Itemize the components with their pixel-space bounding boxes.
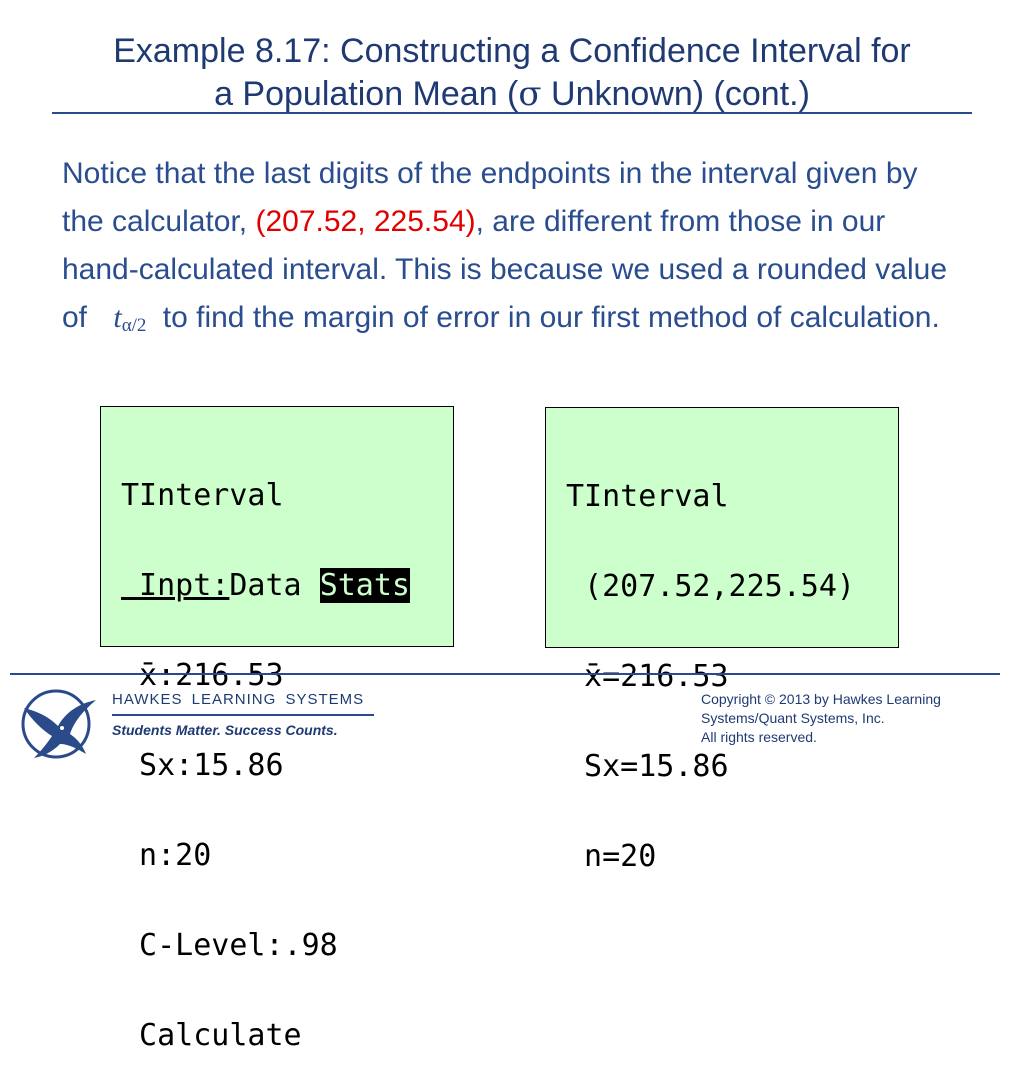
calc-input-clevel: C-Level:.98: [121, 928, 338, 963]
slide-title: [40, 30, 984, 116]
hawk-logo-icon: [16, 682, 100, 762]
copyright-notice: [701, 690, 1011, 747]
footer-divider: [10, 673, 1000, 675]
calc-input-sx: Sx:15.86: [121, 748, 284, 783]
copyright-line-1: Copyright © 2013 by Hawkes Learning: [701, 691, 941, 707]
body-text-3: to find the margin of error in our first method of calculation.: [154, 301, 940, 334]
brand-name: HAWKES LEARNING SYSTEMS: [112, 691, 365, 708]
calc-output-n: n=20: [566, 839, 657, 874]
calc-input-n: n:20: [121, 838, 212, 873]
title-line-2-start: a Population Mean (: [214, 75, 519, 113]
body-text-2: , are different from those in our hand-calculated interval. This is because we used a rounded value of: [62, 205, 947, 334]
calc-output-interval: (207.52,225.54): [566, 569, 855, 604]
calc-input-xbar: x̄:216.53: [121, 658, 284, 693]
calc-output-title: TInterval: [566, 479, 729, 514]
brand-divider: [112, 714, 374, 716]
calc-input-title: TInterval: [121, 478, 284, 513]
calc-input-inpt-row: [121, 568, 453, 603]
title-line-1: Example 8.17: Constructing a Confidence Interval for: [113, 32, 911, 70]
t-letter: t: [113, 301, 122, 334]
copyright-line-2: Systems/Quant Systems, Inc.: [701, 710, 885, 726]
calc-inpt-data: Data: [229, 568, 320, 603]
calc-inpt-stats-selected: Stats: [319, 568, 410, 603]
calc-input-calculate: Calculate: [121, 1018, 302, 1053]
body-text-1: Notice that the last digits of the endpoints in the interval given by the calculator,: [62, 157, 918, 238]
sigma-symbol: σ: [518, 74, 542, 114]
calc-inpt-label: Inpt:: [121, 568, 230, 603]
body-paragraph: [62, 150, 962, 346]
t-alpha-2-symbol: [113, 301, 146, 334]
calc-output-sx: Sx=15.86: [566, 749, 729, 784]
title-line-2: [40, 73, 984, 116]
title-divider: [52, 112, 972, 114]
brand-tagline: Students Matter. Success Counts.: [112, 722, 338, 738]
t-subscript: α/2: [121, 315, 147, 336]
copyright-line-3: All rights reserved.: [701, 729, 817, 745]
calc-output-xbar: x̄=216.53: [566, 659, 729, 694]
title-line-2-end: Unknown) (cont.): [541, 75, 810, 113]
interval-highlight: (207.52, 225.54): [255, 205, 476, 238]
